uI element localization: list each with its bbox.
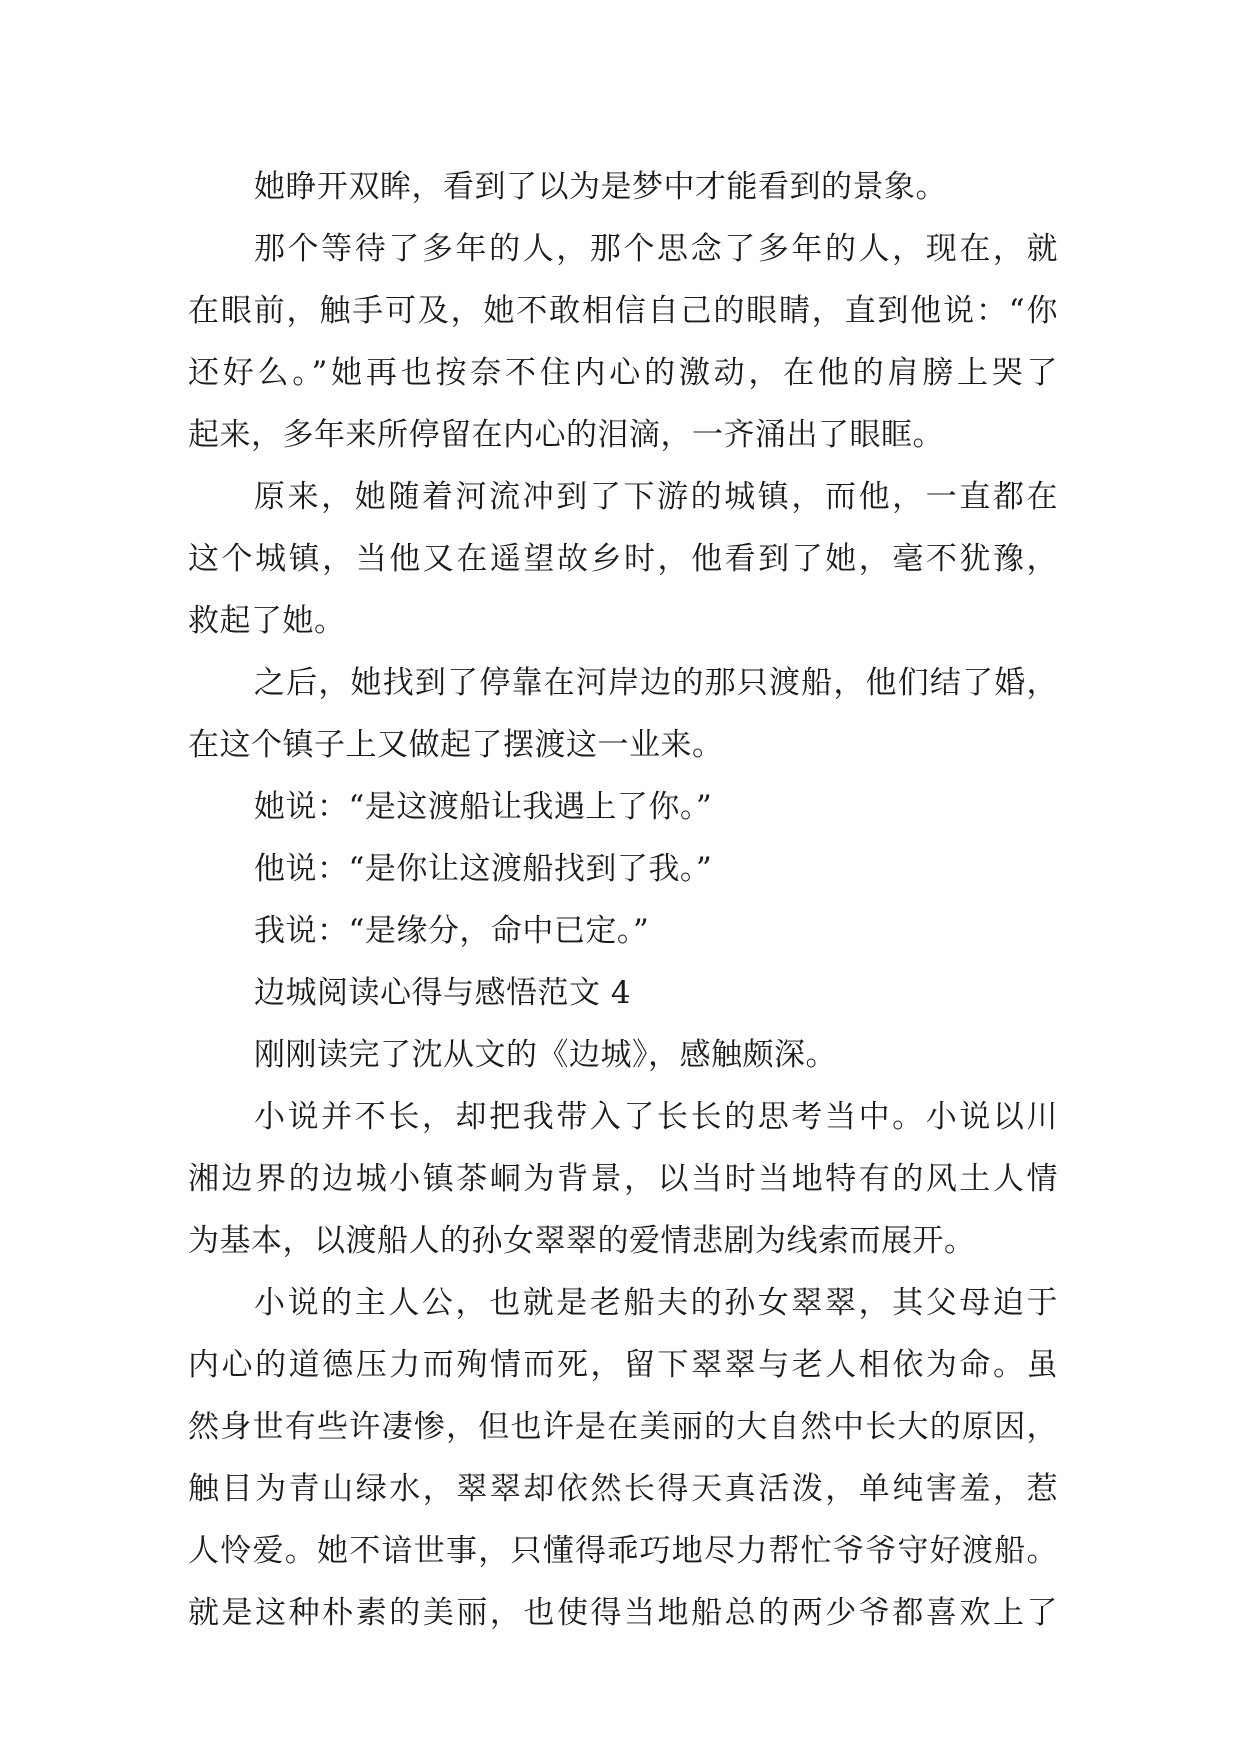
text-line: 他说：“是你让这渡船找到了我。”	[254, 851, 713, 887]
text-line: 人怜爱。她不谙世事，只懂得乖巧地尽力帮忙爷爷守好渡船。	[188, 1533, 1058, 1569]
text-line: 起来，多年来所停留在内心的泪滴，一齐涌出了眼眶。	[188, 417, 944, 453]
text-line: 我说：“是缘分，命中已定。”	[254, 913, 650, 949]
body-text	[188, 156, 1058, 1644]
text-line: 在眼前，触手可及，她不敢相信自己的眼睛，直到他说：“你	[188, 293, 1058, 329]
text-line: 还好么。”她再也按奈不住内心的激动，在他的肩膀上哭了	[188, 355, 1058, 391]
text-line: 在这个镇子上又做起了摆渡这一业来。	[188, 727, 724, 763]
text-line: 然身世有些许凄惨，但也许是在美丽的大自然中长大的原因，	[188, 1409, 1058, 1445]
text-line: 小说并不长，却把我带入了长长的思考当中。小说以川	[254, 1099, 1058, 1135]
text-line: 刚刚读完了沈从文的《边城》，感触颇深。	[254, 1037, 837, 1073]
text-line: 为基本，以渡船人的孙女翠翠的爱情悲剧为线索而展开。	[188, 1223, 976, 1259]
text-line: 原来，她随着河流冲到了下游的城镇，而他，一直都在	[254, 479, 1058, 515]
text-line: 边城阅读心得与感悟范文 4	[254, 975, 632, 1011]
text-line: 这个城镇，当他又在遥望故乡时，他看到了她，毫不犹豫，	[188, 541, 1058, 577]
text-line: 那个等待了多年的人，那个思念了多年的人，现在，就	[254, 231, 1058, 267]
text-line: 小说的主人公，也就是老船夫的孙女翠翠，其父母迫于	[254, 1285, 1058, 1321]
text-line: 湘边界的边城小镇茶峒为背景，以当时当地特有的风土人情	[188, 1161, 1058, 1197]
text-line: 内心的道德压力而殉情而死，留下翠翠与老人相依为命。虽	[188, 1347, 1058, 1383]
text-line: 她说：“是这渡船让我遇上了你。”	[254, 789, 713, 825]
text-line: 她睁开双眸，看到了以为是梦中才能看到的景象。	[254, 169, 947, 205]
text-line: 触目为青山绿水，翠翠却依然长得天真活泼，单纯害羞，惹	[188, 1471, 1058, 1507]
text-line: 就是这种朴素的美丽，也使得当地船总的两少爷都喜欢上了	[188, 1595, 1058, 1631]
text-line: 之后，她找到了停靠在河岸边的那只渡船，他们结了婚，	[254, 665, 1058, 701]
text-line: 救起了她。	[188, 603, 346, 639]
